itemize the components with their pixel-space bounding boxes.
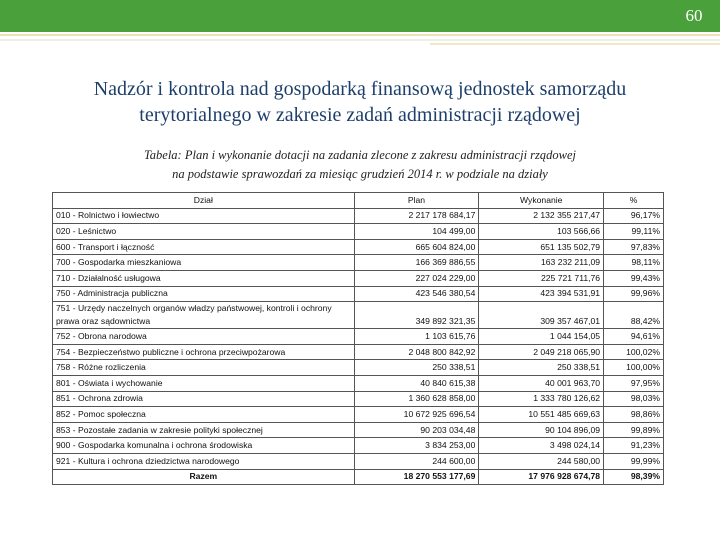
cell-wykonanie: 90 104 896,09 bbox=[479, 422, 604, 438]
cell-dzial: 900 - Gospodarka komunalna i ochrona środowiska bbox=[53, 438, 355, 454]
green-header-band bbox=[0, 0, 668, 32]
cell-percent: 97,83% bbox=[604, 239, 664, 255]
table-row bbox=[53, 270, 664, 286]
cell-percent: 98,86% bbox=[604, 407, 664, 423]
cell-percent: 94,61% bbox=[604, 329, 664, 345]
table-row bbox=[53, 391, 664, 407]
decorative-lines bbox=[0, 32, 720, 46]
cell-dzial: 710 - Działalność usługowa bbox=[53, 270, 355, 286]
cell-percent: 98,11% bbox=[604, 255, 664, 271]
cell-wykonanie: 40 001 963,70 bbox=[479, 375, 604, 391]
cell-dzial: 754 - Bezpieczeństwo publiczne i ochrona przeciwpożarowa bbox=[53, 344, 355, 360]
cell-plan: 10 672 925 696,54 bbox=[354, 407, 479, 423]
cell-plan: 227 024 229,00 bbox=[354, 270, 479, 286]
cell-plan: 104 499,00 bbox=[354, 224, 479, 240]
total-label: Razem bbox=[53, 469, 355, 485]
title-line-2: terytorialnego w zakresie zadań administracji rządowej bbox=[139, 104, 581, 126]
cell-wykonanie: 103 566,66 bbox=[479, 224, 604, 240]
cell-dzial: 600 - Transport i łączność bbox=[53, 239, 355, 255]
cell-plan: 90 203 034,48 bbox=[354, 422, 479, 438]
total-plan: 18 270 553 177,69 bbox=[354, 469, 479, 485]
cell-wykonanie: 2 132 355 217,47 bbox=[479, 208, 604, 224]
cell-dzial: 758 - Różne rozliczenia bbox=[53, 360, 355, 376]
table-header-row bbox=[53, 193, 664, 209]
cell-dzial: 752 - Obrona narodowa bbox=[53, 329, 355, 345]
table-row bbox=[53, 422, 664, 438]
cell-percent: 99,43% bbox=[604, 270, 664, 286]
table-row bbox=[53, 329, 664, 345]
table-row bbox=[53, 438, 664, 454]
cell-dzial: 851 - Ochrona zdrowia bbox=[53, 391, 355, 407]
cell-wykonanie: 1 333 780 126,62 bbox=[479, 391, 604, 407]
table-row bbox=[53, 407, 664, 423]
header-plan: Plan bbox=[354, 193, 479, 209]
cell-dzial: 801 - Oświata i wychowanie bbox=[53, 375, 355, 391]
cell-dzial: 750 - Administracja publiczna bbox=[53, 286, 355, 302]
caption-line-2: na podstawie sprawozdań za miesiąc grudzień 2014 r. w podziale na działy bbox=[172, 167, 548, 181]
cell-percent: 91,23% bbox=[604, 438, 664, 454]
cell-percent: 96,17% bbox=[604, 208, 664, 224]
table-row bbox=[53, 453, 664, 469]
table-caption bbox=[30, 146, 690, 184]
cell-dzial: 751 - Urzędy naczelnych organów władzy państwowej, kontroli i ochrony prawa oraz sądownictwa bbox=[53, 302, 355, 329]
grants-table bbox=[52, 192, 664, 485]
table-row bbox=[53, 224, 664, 240]
cell-wykonanie: 309 357 467,01 bbox=[479, 302, 604, 329]
cell-plan: 1 360 628 858,00 bbox=[354, 391, 479, 407]
cell-plan: 40 840 615,38 bbox=[354, 375, 479, 391]
cell-dzial: 700 - Gospodarka mieszkaniowa bbox=[53, 255, 355, 271]
cell-percent: 99,96% bbox=[604, 286, 664, 302]
table-row bbox=[53, 255, 664, 271]
table-row bbox=[53, 239, 664, 255]
cell-plan: 250 338,51 bbox=[354, 360, 479, 376]
cell-plan: 3 834 253,00 bbox=[354, 438, 479, 454]
cell-plan: 349 892 321,35 bbox=[354, 302, 479, 329]
cell-plan: 166 369 886,55 bbox=[354, 255, 479, 271]
cell-wykonanie: 2 049 218 065,90 bbox=[479, 344, 604, 360]
cell-percent: 98,03% bbox=[604, 391, 664, 407]
cell-wykonanie: 225 721 711,76 bbox=[479, 270, 604, 286]
cell-percent: 100,00% bbox=[604, 360, 664, 376]
cell-wykonanie: 1 044 154,05 bbox=[479, 329, 604, 345]
page-number-box bbox=[668, 0, 720, 32]
slide-title bbox=[20, 76, 700, 128]
cell-wykonanie: 3 498 024,14 bbox=[479, 438, 604, 454]
table-row bbox=[53, 360, 664, 376]
cell-percent: 100,02% bbox=[604, 344, 664, 360]
cell-percent: 99,89% bbox=[604, 422, 664, 438]
header-percent: % bbox=[604, 193, 664, 209]
table-row bbox=[53, 208, 664, 224]
cell-wykonanie: 423 394 531,91 bbox=[479, 286, 604, 302]
table-row bbox=[53, 344, 664, 360]
cell-wykonanie: 651 135 502,79 bbox=[479, 239, 604, 255]
title-line-1: Nadzór i kontrola nad gospodarką finansową jednostek samorządu bbox=[93, 78, 627, 100]
cell-wykonanie: 250 338,51 bbox=[479, 360, 604, 376]
cell-percent: 97,95% bbox=[604, 375, 664, 391]
header-wykonanie: Wykonanie bbox=[479, 193, 604, 209]
cell-dzial: 020 - Leśnictwo bbox=[53, 224, 355, 240]
cell-wykonanie: 10 551 485 669,63 bbox=[479, 407, 604, 423]
cell-percent: 88,42% bbox=[604, 302, 664, 329]
cell-percent: 99,99% bbox=[604, 453, 664, 469]
table-row bbox=[53, 375, 664, 391]
cell-dzial: 852 - Pomoc społeczna bbox=[53, 407, 355, 423]
top-bar bbox=[0, 0, 720, 32]
cell-plan: 1 103 615,76 bbox=[354, 329, 479, 345]
cell-wykonanie: 244 580,00 bbox=[479, 453, 604, 469]
page-number: 60 bbox=[685, 6, 703, 25]
cell-plan: 244 600,00 bbox=[354, 453, 479, 469]
header-dzial: Dział bbox=[53, 193, 355, 209]
cell-dzial: 010 - Rolnictwo i łowiectwo bbox=[53, 208, 355, 224]
cell-dzial: 853 - Pozostałe zadania w zakresie polityki społecznej bbox=[53, 422, 355, 438]
cell-wykonanie: 163 232 211,09 bbox=[479, 255, 604, 271]
total-percent: 98,39% bbox=[604, 469, 664, 485]
total-wykonanie: 17 976 928 674,78 bbox=[479, 469, 604, 485]
cell-plan: 423 546 380,54 bbox=[354, 286, 479, 302]
cell-plan: 2 048 800 842,92 bbox=[354, 344, 479, 360]
cell-dzial: 921 - Kultura i ochrona dziedzictwa narodowego bbox=[53, 453, 355, 469]
cell-plan: 2 217 178 684,17 bbox=[354, 208, 479, 224]
table-row bbox=[53, 286, 664, 302]
cell-percent: 99,11% bbox=[604, 224, 664, 240]
cell-plan: 665 604 824,00 bbox=[354, 239, 479, 255]
caption-line-1: Tabela: Plan i wykonanie dotacji na zadania zlecone z zakresu administracji rządowej bbox=[143, 148, 577, 162]
table-total-row bbox=[53, 469, 664, 485]
table-row bbox=[53, 302, 664, 329]
